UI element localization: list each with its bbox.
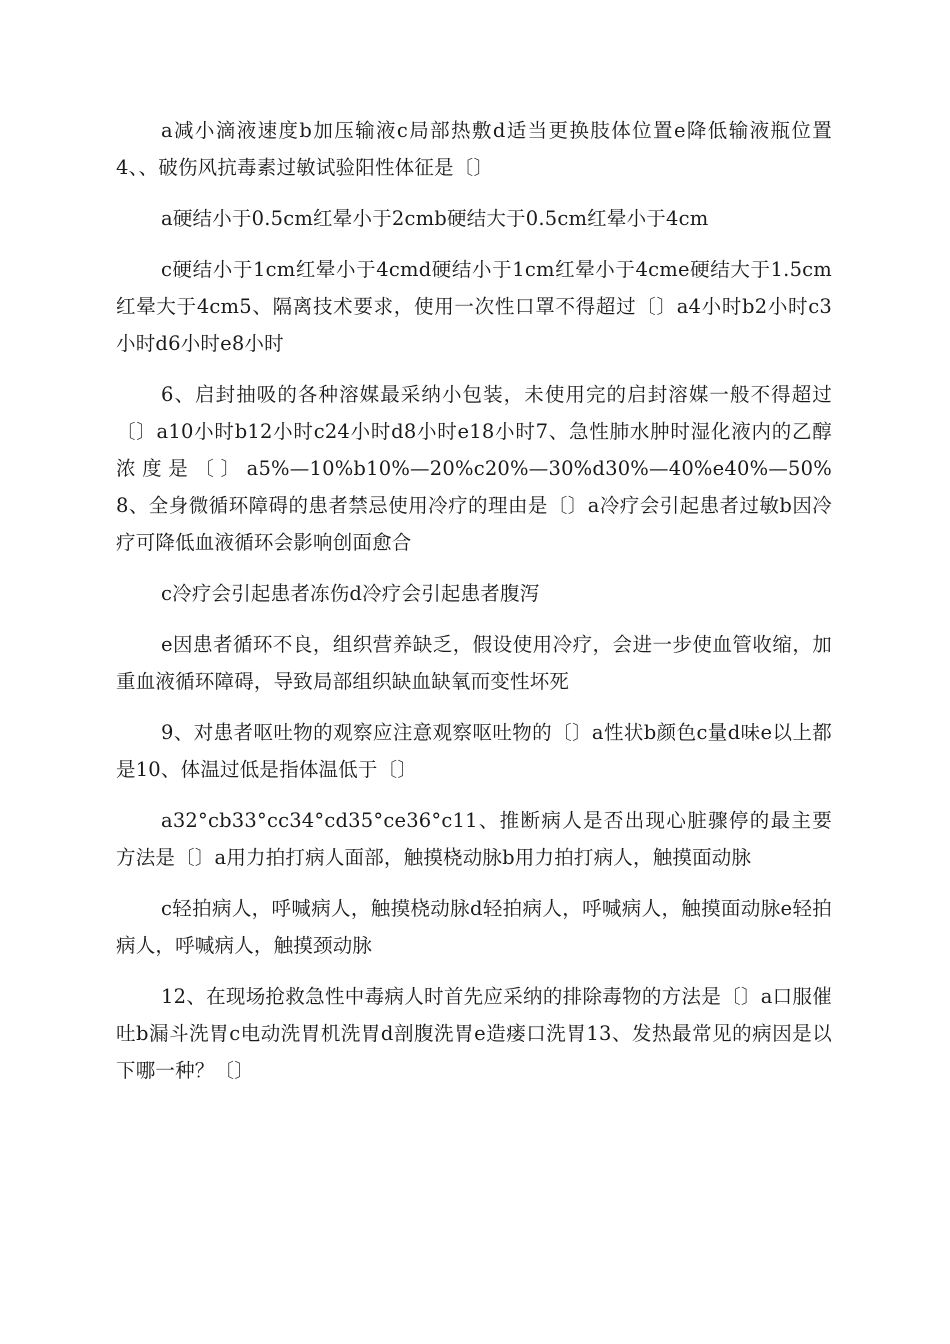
paragraph-10: 12、在现场抢救急性中毒病人时首先应采纳的排除毒物的方法是〔〕a口服催吐b漏斗洗胃c电动洗胃机洗胃d剖腹洗胃e造瘘口洗胃13、发热最常见的病因是以下哪一种？〔〕 xyxy=(116,985,832,1082)
document-page xyxy=(116,112,832,1089)
paragraph-9: c轻拍病人，呼喊病人，触摸桡动脉d轻拍病人，呼喊病人，触摸面动脉e轻拍病人，呼喊病人，触摸颈动脉 xyxy=(116,897,832,957)
paragraph-7: 9、对患者呕吐物的观察应注意观察呕吐物的〔〕a性状b颜色c量d味e以上都是10、体温过低是指体温低于〔〕 xyxy=(116,721,832,781)
paragraph-1: a减小滴液速度b加压输液c局部热敷d适当更换肢体位置e降低输液瓶位置4、、破伤风抗毒素过敏试验阳性体征是〔〕 xyxy=(116,119,832,179)
paragraph-4: 6、启封抽吸的各种溶媒最采纳小包装，未使用完的启封溶媒一般不得超过〔〕a10小时b12小时c24小时d8小时e18小时7、急性肺水肿时湿化液内的乙醇浓度是〔〕a5%—10%b10%—20%c20%—30%d30%—40%e40%—50%8、全身微循环障碍的患者禁忌使用冷疗的理由是〔〕a冷疗会引起患者过敏b因冷疗可降低血液循环会影响创面愈合 xyxy=(116,383,832,554)
paragraph-5: c冷疗会引起患者冻伤d冷疗会引起患者腹泻 xyxy=(161,582,540,605)
paragraph-6: e因患者循环不良，组织营养缺乏，假设使用冷疗，会进一步使血管收缩，加重血液循环障碍，导致局部组织缺血缺氧而变性坏死 xyxy=(116,633,832,693)
paragraph-3: c硬结小于1cm红晕小于4cmd硬结小于1cm红晕小于4cme硬结大于1.5cm红晕大于4cm5、隔离技术要求，使用一次性口罩不得超过〔〕a4小时b2小时c3小时d6小时e8小时 xyxy=(116,258,832,355)
paragraph-8: a32°cb33°cc34°cd35°ce36°c11、推断病人是否出现心脏骤停的最主要方法是〔〕a用力拍打病人面部，触摸桡动脉b用力拍打病人，触摸面动脉 xyxy=(116,809,832,869)
paragraph-2: a硬结小于0.5cm红晕小于2cmb硬结大于0.5cm红晕小于4cm xyxy=(161,207,709,230)
